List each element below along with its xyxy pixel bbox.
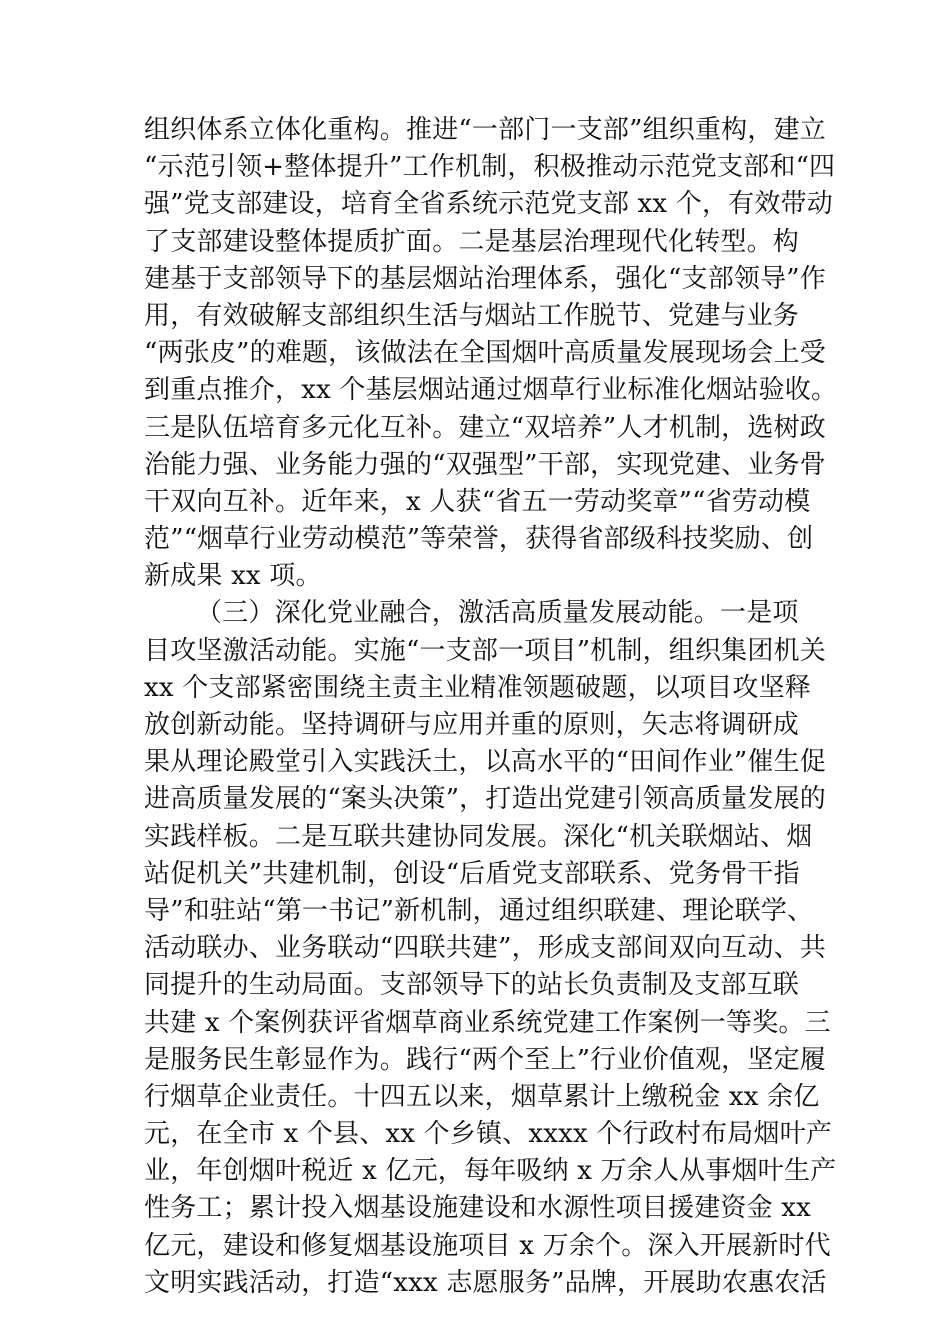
text-line: 活动联办、业务联动“四联共建”，形成支部间双向互动、共 — [144, 933, 826, 964]
text-line: 行烟草企业责任。十四五以来，烟草累计上缴税金 xx 余亿 — [144, 1081, 820, 1112]
text-line: 新成果 xx 项。 — [144, 561, 322, 592]
text-line: 同提升的生动局面。支部领导下的站长负责制及支部互联 — [144, 970, 800, 1001]
text-line: 性务工；累计投入烟基设施建设和水源性项目援建资金 xx — [144, 1193, 811, 1224]
text-line: 元，在全市 x 个县、xx 个乡镇、xxxx 个行政村布局烟叶产 — [144, 1119, 833, 1150]
text-line: 果从理论殿堂引入实践沃土，以高水平的“田间作业”催生促 — [144, 747, 826, 778]
text-line: 导”和驻站“第一书记”新机制，通过组织联建、理论联学、 — [144, 895, 814, 926]
text-line: 放创新动能。坚持调研与应用并重的原则，矢志将调研成 — [144, 710, 800, 740]
text-line: 实践样板。二是互联共建协同发展。深化“机关联烟站、烟 — [144, 821, 813, 852]
text-line: 是服务民生彰显作为。践行“两个至上”行业价值观，坚定履 — [144, 1044, 826, 1075]
text-line: 站促机关”共建机制，创设“后盾党支部联系、党务骨干指 — [144, 858, 800, 889]
text-line: 治能力强、业务能力强的“双强型”干部，实现党建、业务骨 — [144, 449, 826, 480]
text-line: 业，年创烟叶税近 x 亿元，每年吸纳 x 万余人从事烟叶生产 — [144, 1156, 837, 1187]
text-line: “两张皮”的难题，该做法在全国烟叶高质量发展现场会上受 — [144, 338, 826, 369]
text-line: 亿元，建设和修复烟基设施项目 x 万余个。深入开展新时代 — [144, 1230, 831, 1261]
text-line: 共建 x 个案例获评省烟草商业系统党建工作案例一等奖。三 — [144, 1007, 831, 1038]
text-line: 干双向互补。近年来，x 人获“省五一劳动奖章”“省劳动模 — [144, 486, 811, 517]
text-line: 建基于支部领导下的基层烟站治理体系，强化“支部领导”作 — [144, 263, 826, 294]
text-line: “示范引领+整体提升”工作机制，积极推动示范党支部和“四 — [144, 152, 836, 183]
text-line: 三是队伍培育多元化互补。建立“双培养”人才机制，选树政 — [144, 412, 826, 443]
text-line: 用，有效破解支部组织生活与烟站工作脱节、党建与业务 — [144, 300, 800, 331]
text-line: 强”党支部建设，培育全省系统示范党支部 xx 个，有效带动 — [144, 189, 833, 220]
text-line: 范”“烟草行业劳动模范”等荣誉，获得省部级科技奖励、创 — [144, 524, 814, 555]
section-heading-line: （三）深化党业融合，激活高质量发展动能。一是项 — [196, 598, 799, 629]
body-text — [144, 112, 838, 1302]
text-line: 组织体系立体化重构。推进“一部门一支部”组织重构，建立 — [144, 115, 826, 145]
text-line: 到重点推介，xx 个基层烟站通过烟草行业标准化烟站验收。 — [144, 375, 838, 406]
text-line: 目攻坚激活动能。实施“一支部一项目”机制，组织集团机关 — [144, 635, 826, 666]
text-line: 了支部建设整体提质扩面。二是基层治理现代化转型。构 — [144, 226, 800, 257]
text-line: 文明实践活动，打造“xxx 志愿服务”品牌，开展助农惠农活 — [144, 1267, 827, 1298]
text-line: xx 个支部紧密围绕主责主业精准领题破题，以项目攻坚释 — [144, 672, 811, 703]
text-line: 进高质量发展的“案头决策”，打造出党建引领高质量发展的 — [144, 784, 826, 815]
